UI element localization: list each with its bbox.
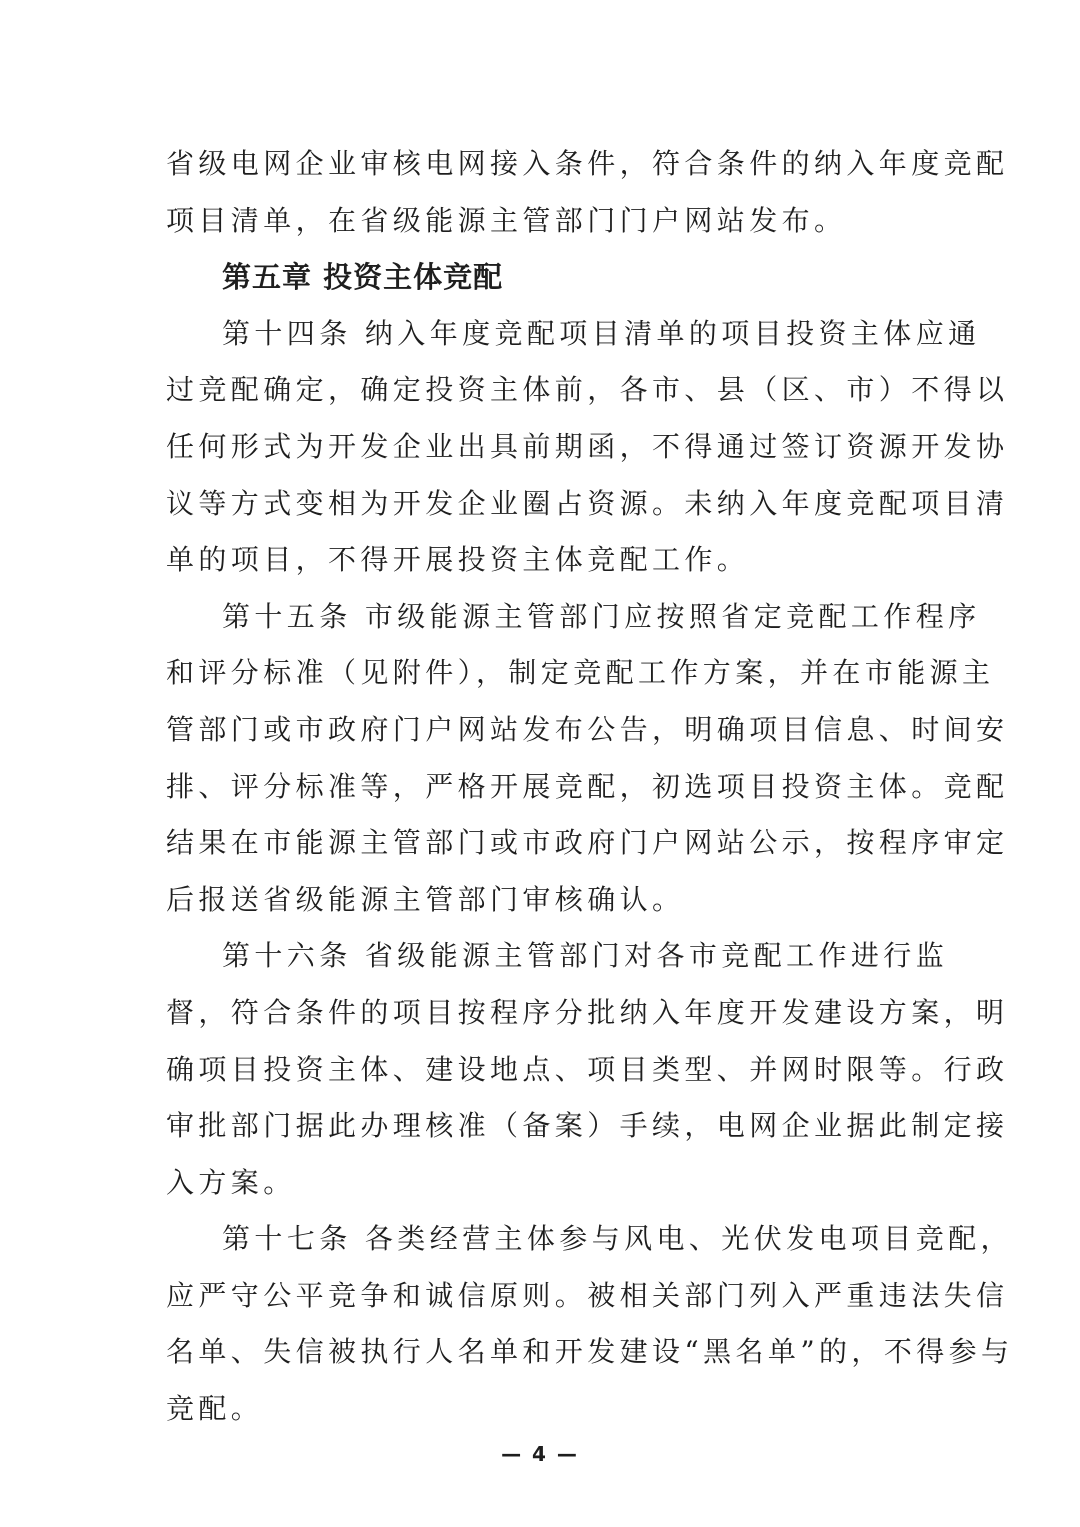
article-16-line: 督，符合条件的项目按程序分批纳入年度开发建设方案，明 [166, 995, 1009, 1029]
chapter-heading: 第五章 投资主体竞配 [222, 260, 504, 295]
article-15-line: 排、评分标准等，严格开展竞配，初选项目投资主体。竞配 [166, 769, 1009, 803]
article-16-line: 第十六条 省级能源主管部门对各市竞配工作进行监 [222, 939, 949, 973]
article-15-line: 结果在市能源主管部门或市政府门户网站公示，按程序审定 [166, 826, 1009, 860]
article-15-line: 和评分标准（见附件），制定竞配工作方案，并在市能源主 [166, 656, 995, 690]
article-17-line: 名单、失信被执行人名单和开发建设“黑名单”的，不得参与 [166, 1335, 1014, 1369]
article-16-line: 审批部门据此办理核准（备案）手续，电网企业据此制定接 [166, 1109, 1009, 1143]
article-16-line: 确项目投资主体、建设地点、项目类型、并网时限等。行政 [166, 1052, 1009, 1086]
body-line: 项目清单，在省级能源主管部门门户网站发布。 [166, 203, 847, 237]
article-14-line: 议等方式变相为开发企业圈占资源。未纳入年度竞配项目清 [166, 486, 1009, 520]
article-15-line: 第十五条 市级能源主管部门应按照省定竞配工作程序 [222, 599, 981, 633]
article-17-line: 竞配。 [166, 1392, 264, 1426]
article-16-line: 入方案。 [166, 1165, 296, 1199]
article-14-line: 单的项目，不得开展投资主体竞配工作。 [166, 543, 750, 577]
article-17-line: 第十七条 各类经营主体参与风电、光伏发电项目竞配， [222, 1222, 1013, 1256]
article-14-line: 任何形式为开发企业出具前期函，不得通过签订资源开发协 [166, 429, 1009, 463]
article-14-line: 过竞配确定，确定投资主体前，各市、县（区、市）不得以 [166, 373, 1009, 407]
article-15-line: 管部门或市政府门户网站发布公告，明确项目信息、时间安 [166, 712, 1009, 746]
article-15-line: 后报送省级能源主管部门审核确认。 [166, 882, 685, 916]
document-body [166, 136, 1014, 1438]
body-line: 省级电网企业审核电网接入条件，符合条件的纳入年度竞配 [166, 147, 1009, 180]
article-14-line: 第十四条 纳入年度竞配项目清单的项目投资主体应通 [222, 316, 981, 350]
page-number: — 4 — [501, 1442, 579, 1466]
article-17-line: 应严守公平竞争和诚信原则。被相关部门列入严重违法失信 [166, 1278, 1009, 1312]
